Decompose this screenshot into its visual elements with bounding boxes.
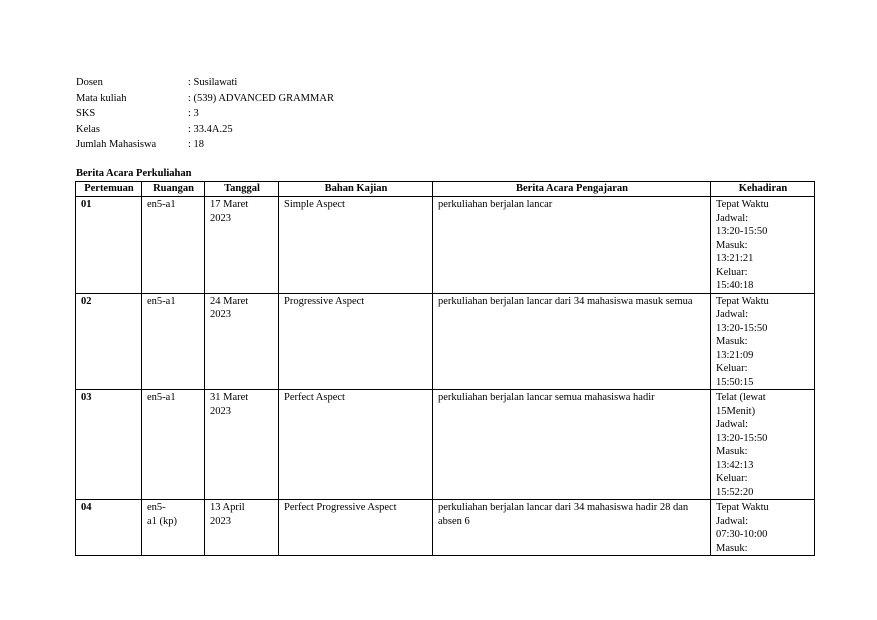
kehadiran-line: Masuk: [716, 542, 748, 554]
tanggal-line: 17 Maret [210, 199, 249, 210]
cell-bahan-kajian: Progressive Aspect [279, 293, 433, 390]
table-row [76, 390, 815, 500]
cell-pertemuan: 03 [76, 390, 142, 500]
cell-ruangan [142, 197, 205, 294]
cell-berita-acara: perkuliahan berjalan lancar dari 34 mahasiswa hadir 28 dan absen 6 [433, 500, 711, 556]
kehadiran-line: Jadwal: [716, 419, 749, 430]
kehadiran-line: 15Menit) [716, 405, 756, 417]
tanggal-line: 2023 [210, 405, 231, 417]
kehadiran-line: 13:21:09 [716, 349, 754, 361]
info-value: : 18 [188, 139, 205, 150]
kehadiran-line: 13:20-15:50 [716, 432, 768, 444]
ruangan-line: en5-a1 [147, 199, 176, 210]
cell-kehadiran [711, 293, 815, 390]
tanggal-line: 2023 [210, 212, 231, 224]
kehadiran-line: Tepat Waktu [716, 295, 769, 307]
tanggal-line: 2023 [210, 309, 231, 320]
kehadiran-line: Jadwal: [716, 309, 749, 320]
info-label: Dosen [76, 77, 103, 88]
kehadiran-line: 15:52:20 [716, 486, 754, 498]
cell-tanggal [205, 293, 279, 390]
table-row [76, 197, 815, 294]
kehadiran-line: Keluar: [716, 473, 748, 484]
kehadiran-line: Masuk: [716, 239, 748, 251]
kehadiran-line: Tepat Waktu [716, 502, 769, 513]
table-row [76, 293, 815, 390]
cell-kehadiran [711, 197, 815, 294]
info-value: : (539) ADVANCED GRAMMAR [188, 92, 334, 104]
info-label: Mata kuliah [76, 92, 127, 104]
kehadiran-line: 15:40:18 [716, 280, 754, 291]
info-row-mata-kuliah [76, 92, 334, 108]
cell-bahan-kajian: Perfect Aspect [279, 390, 433, 500]
cell-tanggal [205, 197, 279, 294]
kehadiran-line: 13:20-15:50 [716, 226, 768, 237]
section-title: Berita Acara Perkuliahan [76, 168, 192, 179]
info-label: SKS [76, 108, 96, 119]
ruangan-line: a1 (kp) [147, 515, 178, 527]
info-row-sks [76, 107, 334, 123]
cell-ruangan [142, 390, 205, 500]
kehadiran-line: Masuk: [716, 336, 748, 347]
kehadiran-line: Masuk: [716, 446, 748, 457]
cell-pertemuan: 01 [76, 197, 142, 294]
info-label: Jumlah Mahasiswa [76, 139, 157, 150]
header-pertemuan: Pertemuan [76, 182, 142, 197]
info-value: : 3 [188, 108, 199, 119]
ruangan-line: en5-a1 [147, 392, 176, 403]
ruangan-line: en5-a1 [147, 295, 176, 307]
header-kehadiran: Kehadiran [711, 182, 815, 197]
cell-pertemuan: 04 [76, 500, 142, 556]
tanggal-line: 24 Maret [210, 295, 249, 307]
tanggal-line: 31 Maret [210, 392, 249, 403]
kehadiran-line: Jadwal: [716, 212, 749, 224]
kehadiran-line: Telat (lewat [716, 392, 766, 403]
table-row [76, 500, 815, 556]
tanggal-line: 13 April [210, 502, 245, 513]
cell-kehadiran [711, 500, 815, 556]
kehadiran-line: Jadwal: [716, 515, 749, 527]
course-info [76, 76, 334, 154]
header-bahan-kajian: Bahan Kajian [279, 182, 433, 197]
cell-berita-acara: perkuliahan berjalan lancar dari 34 mahasiswa masuk semua [433, 293, 711, 390]
table-header-row [76, 182, 815, 197]
cell-bahan-kajian: Simple Aspect [279, 197, 433, 294]
header-ruangan: Ruangan [142, 182, 205, 197]
kehadiran-line: 13:20-15:50 [716, 322, 768, 334]
berita-acara-table [75, 181, 815, 556]
cell-tanggal [205, 500, 279, 556]
ruangan-line: en5- [147, 502, 166, 513]
tanggal-line: 2023 [210, 515, 231, 527]
info-row-jumlah-mahasiswa [76, 138, 334, 154]
kehadiran-line: Keluar: [716, 266, 748, 278]
kehadiran-line: Keluar: [716, 363, 748, 374]
header-tanggal: Tanggal [205, 182, 279, 197]
kehadiran-line: 13:42:13 [716, 459, 754, 471]
info-row-kelas [76, 123, 334, 139]
cell-ruangan [142, 500, 205, 556]
info-row-dosen [76, 76, 334, 92]
info-label: Kelas [76, 123, 100, 135]
cell-bahan-kajian: Perfect Progressive Aspect [279, 500, 433, 556]
cell-berita-acara: perkuliahan berjalan lancar semua mahasiswa hadir [433, 390, 711, 500]
cell-berita-acara: perkuliahan berjalan lancar [433, 197, 711, 294]
kehadiran-line: 13:21:21 [716, 253, 754, 264]
cell-tanggal [205, 390, 279, 500]
kehadiran-line: 15:50:15 [716, 376, 754, 388]
cell-kehadiran [711, 390, 815, 500]
info-value: : Susilawati [188, 77, 238, 88]
info-value: : 33.4A.25 [188, 123, 233, 135]
kehadiran-line: Tepat Waktu [716, 199, 769, 210]
cell-pertemuan: 02 [76, 293, 142, 390]
cell-ruangan [142, 293, 205, 390]
kehadiran-line: 07:30-10:00 [716, 529, 768, 540]
header-berita-acara: Berita Acara Pengajaran [433, 182, 711, 197]
